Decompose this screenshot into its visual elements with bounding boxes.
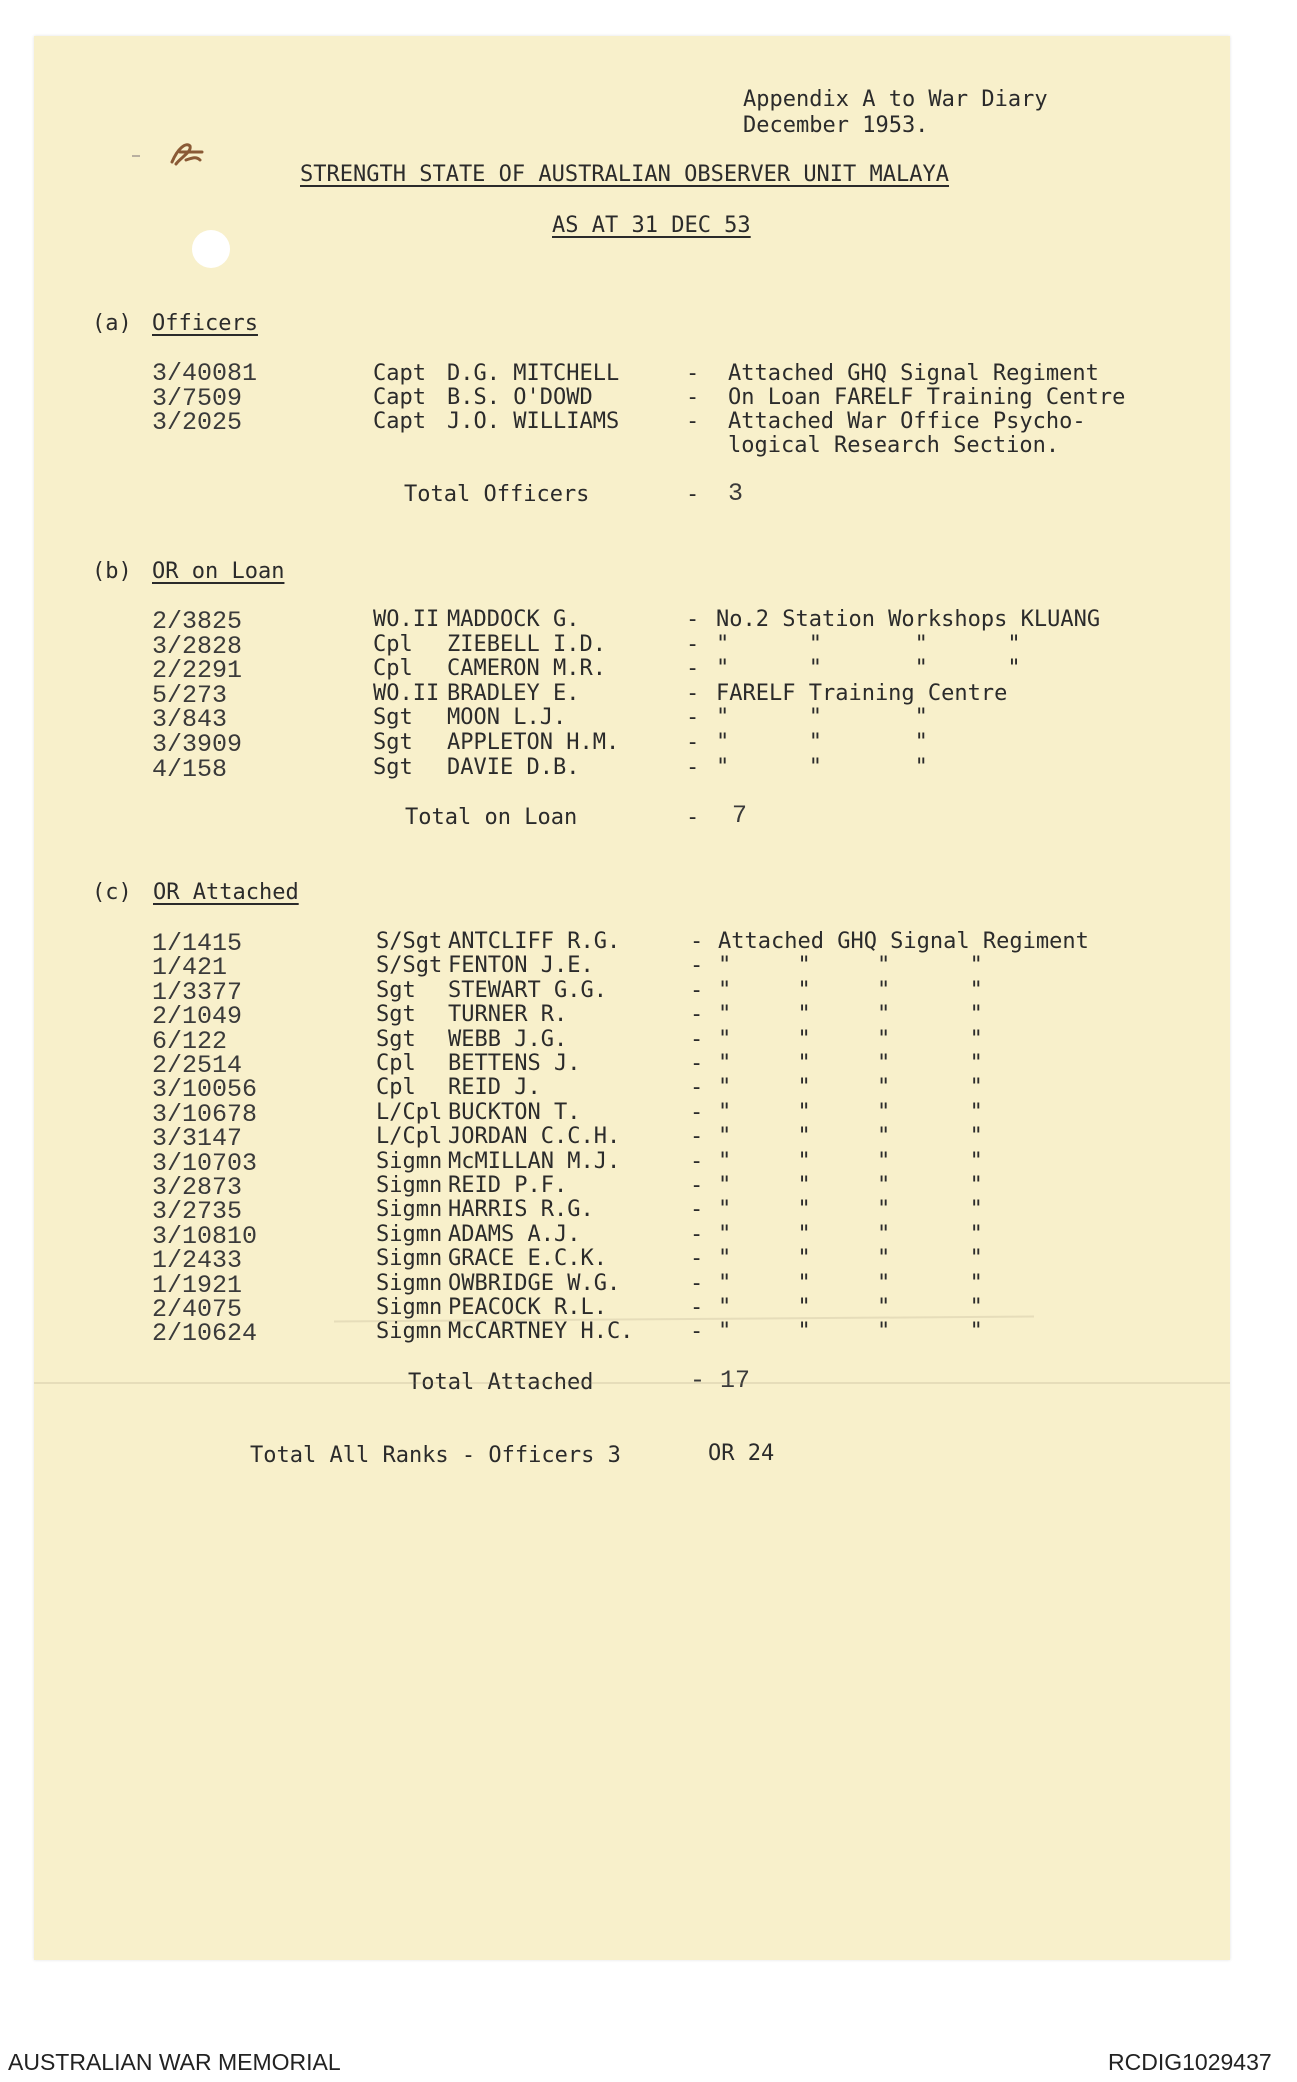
service-number: 3/2828 — [152, 631, 243, 661]
footer-record-id: RCDIG1029437 — [1108, 2049, 1272, 2075]
dash: - — [690, 1026, 704, 1052]
section-heading: OR Attached — [153, 880, 299, 905]
posting: " " " " — [718, 1075, 983, 1101]
rank: L/Cpl — [376, 1099, 443, 1125]
dash: - — [690, 1075, 704, 1101]
service-number: 3/10678 — [152, 1099, 258, 1129]
person-name: ADAMS A.J. — [448, 1221, 581, 1247]
posting: " " " " — [718, 1002, 983, 1028]
service-number: 3/40081 — [152, 359, 258, 388]
person-name: JORDAN C.C.H. — [448, 1124, 621, 1150]
dash: - — [686, 705, 700, 731]
dash: - — [690, 977, 704, 1003]
person-name: REID J. — [448, 1075, 541, 1101]
person-name: OWBRIDGE W.G. — [448, 1270, 621, 1296]
posting: Attached GHQ Signal Regiment — [718, 929, 1089, 954]
person-name: GRACE E.C.K. — [448, 1246, 607, 1272]
service-number: 2/2514 — [152, 1051, 243, 1080]
dash: - — [686, 409, 700, 434]
rank: Cpl — [376, 1075, 416, 1101]
dash: - — [686, 385, 700, 410]
posting: Attached GHQ Signal Regiment — [728, 361, 1099, 386]
posting: Attached War Office Psycho- — [728, 409, 1086, 434]
service-number: 3/843 — [152, 705, 228, 735]
total-dash: - — [686, 482, 700, 507]
dash: - — [690, 929, 704, 954]
rank: Sigmn — [376, 1148, 443, 1174]
person-name: BRADLEY E. — [447, 680, 580, 706]
service-number: 5/273 — [152, 680, 228, 710]
service-number: 1/3377 — [152, 977, 243, 1007]
person-name: FENTON J.E. — [448, 953, 594, 979]
rank: WO.II — [373, 680, 440, 706]
document-title: STRENGTH STATE OF AUSTRALIAN OBSERVER UNIT MALAYA — [300, 162, 950, 187]
posting: FARELF Training Centre — [716, 680, 1008, 706]
person-name: TURNER R. — [448, 1002, 568, 1028]
posting: " " " " — [718, 1270, 983, 1296]
posting: " " " " — [718, 1319, 983, 1345]
total-dash: - — [686, 805, 700, 830]
posting: " " " " — [716, 656, 1021, 682]
person-name: APPLETON H.M. — [447, 730, 620, 755]
posting: " " " " — [716, 631, 1021, 657]
total-label: Total on Loan — [405, 805, 578, 830]
service-number: 2/3825 — [152, 607, 243, 636]
posting: " " " — [716, 705, 928, 731]
rank: Sigmn — [376, 1221, 443, 1247]
service-number: 1/421 — [152, 953, 228, 983]
person-name: McCARTNEY H.C. — [448, 1319, 634, 1345]
posting: " " " " — [718, 1148, 983, 1174]
posting: " " " " — [718, 1221, 983, 1247]
posting: " " " " — [718, 1197, 983, 1223]
dash: - — [686, 656, 700, 682]
total-value: - 17 — [690, 1366, 751, 1395]
dash: - — [690, 1173, 704, 1198]
dash: - — [690, 1099, 704, 1125]
service-number: 2/10624 — [152, 1319, 258, 1349]
rank: Cpl — [373, 631, 413, 657]
dash: - — [690, 1124, 704, 1150]
dash: - — [690, 1002, 704, 1028]
rank: Sgt — [376, 1002, 416, 1028]
person-name: PEACOCK R.L. — [448, 1295, 607, 1320]
posting: " " " " — [718, 977, 983, 1003]
person-name: CAMERON M.R. — [447, 656, 606, 682]
posting: " " " — [716, 730, 928, 755]
person-name: MOON L.J. — [447, 705, 567, 731]
rank: Sgt — [373, 730, 413, 755]
service-number: 3/2735 — [152, 1197, 243, 1227]
posting: " " " " — [718, 953, 983, 979]
rank: Capt — [373, 409, 426, 434]
punch-hole — [192, 230, 230, 268]
section-heading: Officers — [152, 311, 258, 336]
rank: Sgt — [376, 977, 416, 1003]
posting: " " " " — [718, 1051, 983, 1076]
rank: WO.II — [373, 607, 440, 632]
rank: Cpl — [376, 1051, 416, 1076]
grand-total-or: OR 24 — [708, 1441, 775, 1466]
posting: " " " " — [718, 1173, 983, 1198]
rank: Capt — [373, 385, 426, 410]
total-label: Total Attached — [408, 1370, 594, 1395]
section-marker: (b) — [92, 559, 132, 584]
dash: - — [686, 631, 700, 657]
rank: Cpl — [373, 656, 413, 682]
rank: L/Cpl — [376, 1124, 443, 1150]
dash: - — [686, 680, 700, 706]
dash: - — [690, 1197, 704, 1223]
pencil-mark-icon — [130, 138, 220, 168]
section-marker: (a) — [92, 311, 132, 336]
person-name: BETTENS J. — [448, 1051, 581, 1076]
rank: Sigmn — [376, 1246, 443, 1272]
document-subtitle: AS AT 31 DEC 53 — [552, 213, 751, 238]
dash: - — [690, 1246, 704, 1272]
dash: - — [686, 730, 700, 755]
total-value: 3 — [728, 479, 744, 508]
person-name: McMILLAN M.J. — [448, 1148, 621, 1174]
posting: " " " " — [718, 1099, 983, 1125]
service-number: 6/122 — [152, 1026, 228, 1056]
rank: Sgt — [373, 705, 413, 731]
person-name: MADDOCK G. — [447, 607, 580, 632]
rank: Sigmn — [376, 1295, 443, 1320]
dash: - — [690, 1270, 704, 1296]
rank: Capt — [373, 361, 426, 386]
posting: " " " " — [718, 1246, 983, 1272]
service-number: 1/1921 — [152, 1270, 243, 1300]
service-number: 3/2873 — [152, 1173, 243, 1202]
person-name: D.G. MITCHELL — [447, 361, 620, 386]
grand-total-label: Total All Ranks - Officers 3 — [250, 1443, 621, 1468]
dash: - — [690, 1319, 704, 1345]
person-name: WEBB J.G. — [448, 1026, 568, 1052]
service-number: 1/2433 — [152, 1246, 243, 1276]
posting: " " " " — [718, 1124, 983, 1150]
posting: " " " — [716, 754, 928, 780]
posting-continued: logical Research Section. — [728, 433, 1060, 458]
rank: Sgt — [376, 1026, 416, 1052]
total-label: Total Officers — [404, 482, 590, 507]
posting: No.2 Station Workshops KLUANG — [716, 607, 1101, 632]
person-name: B.S. O'DOWD — [447, 385, 593, 410]
dash: - — [690, 1148, 704, 1174]
posting: " " " " — [718, 1295, 983, 1320]
paper-crease — [34, 1382, 1230, 1384]
person-name: ZIEBELL I.D. — [447, 631, 606, 657]
rank: S/Sgt — [376, 953, 443, 979]
service-number: 1/1415 — [152, 929, 243, 958]
person-name: ANTCLIFF R.G. — [448, 929, 621, 954]
appendix-line-1: Appendix A to War Diary — [743, 87, 1048, 112]
rank: S/Sgt — [376, 929, 443, 954]
service-number: 3/10703 — [152, 1148, 258, 1178]
dash: - — [686, 361, 700, 386]
footer-archive-name: AUSTRALIAN WAR MEMORIAL — [8, 2049, 341, 2075]
dash: - — [686, 754, 700, 780]
document-page — [34, 36, 1230, 1960]
person-name: J.O. WILLIAMS — [447, 409, 620, 434]
rank: Sigmn — [376, 1197, 443, 1223]
dash: - — [690, 1051, 704, 1076]
service-number: 4/158 — [152, 754, 228, 784]
appendix-line-2: December 1953. — [743, 113, 929, 138]
person-name: DAVIE D.B. — [447, 754, 580, 780]
dash: - — [686, 607, 700, 632]
rank: Sigmn — [376, 1173, 443, 1198]
service-number: 3/3147 — [152, 1124, 243, 1154]
rank: Sigmn — [376, 1319, 443, 1345]
dash: - — [690, 1295, 704, 1320]
service-number: 2/4075 — [152, 1295, 243, 1324]
service-number: 3/7509 — [152, 384, 243, 413]
person-name: REID P.F. — [448, 1173, 568, 1198]
service-number: 2/2291 — [152, 656, 243, 686]
dash: - — [690, 953, 704, 979]
total-value: 7 — [732, 801, 748, 830]
posting: On Loan FARELF Training Centre — [728, 385, 1126, 410]
person-name: BUCKTON T. — [448, 1099, 581, 1125]
service-number: 3/10810 — [152, 1221, 258, 1251]
rank: Sigmn — [376, 1270, 443, 1296]
section-marker: (c) — [92, 880, 132, 905]
rank: Sgt — [373, 754, 413, 780]
dash: - — [690, 1221, 704, 1247]
person-name: STEWART G.G. — [448, 977, 607, 1003]
posting: " " " " — [718, 1026, 983, 1052]
service-number: 3/10056 — [152, 1075, 258, 1105]
person-name: HARRIS R.G. — [448, 1197, 594, 1223]
service-number: 3/2025 — [152, 408, 243, 437]
service-number: 3/3909 — [152, 730, 243, 759]
section-heading: OR on Loan — [152, 559, 285, 584]
service-number: 2/1049 — [152, 1002, 243, 1032]
